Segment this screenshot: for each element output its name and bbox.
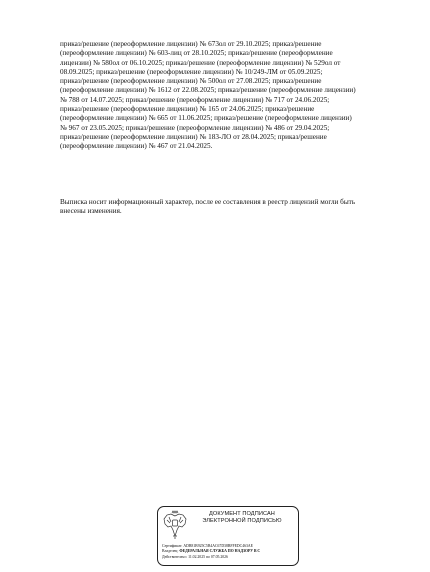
order-line: (переоформление лицензии) № 1612 от 22.08.2025; приказ/решение (переоформление лицензии) [60, 86, 356, 95]
order-list-paragraph [60, 40, 378, 152]
stamp-title-line: ЭЛЕКТРОННОЙ ПОДПИСЬЮ [202, 518, 282, 524]
order-line: лицензии) № 580ол от 06.10.2025; приказ/решение (переоформление лицензии) № 529ол от [60, 58, 341, 67]
coat-of-arms-icon [161, 510, 189, 540]
order-line: (переоформление лицензии) № 603-лиц от 28.10.2025; приказ/решение (переоформление [60, 49, 333, 58]
validity-row: Действителен с 11.02.2025 по 07.05.2026 [162, 554, 228, 559]
order-line: 08.09.2025; приказ/решение (переоформление лицензии) № 10/249-ЛМ от 05.09.2025; [60, 67, 323, 76]
certificate-value: ADB81B925C5B4AC67D38BFFEDC463AE [183, 544, 253, 548]
order-line: № 967 от 23.05.2025; приказ/решение (переоформление лицензии) № 486 от 29.04.2025; [60, 123, 330, 132]
owner-label: Владелец: [162, 549, 179, 554]
owner-value: ФЕДЕРАЛЬНАЯ СЛУЖБА ПО НАДЗОРУ В С [179, 549, 261, 554]
order-line: приказ/решение (переоформление лицензии) № 500ол от 27.08.2025; приказ/решение [60, 77, 322, 86]
order-line: (переоформление лицензии) № 467 от 21.04.2025. [60, 142, 213, 151]
order-line: приказ/решение (переоформление лицензии) № 673ол от 29.10.2025; приказ/решение [60, 40, 322, 48]
order-line: № 788 от 14.07.2025; приказ/решение (переоформление лицензии) № 717 от 24.06.2025; [60, 95, 330, 104]
order-line: приказ/решение (переоформление лицензии) № 183-ЛО от 28.04.2025; приказ/решение [60, 132, 327, 141]
stamp-title [190, 511, 294, 525]
stamp-details [162, 544, 296, 560]
order-line: приказ/решение (переоформление лицензии) № 165 от 24.06.2025; приказ/решение [60, 105, 315, 114]
electronic-signature-stamp [157, 506, 299, 566]
order-line: (переоформление лицензии) № 665 от 11.06.2025; приказ/решение (переоформление лицензии) [60, 114, 352, 123]
note-line: внесены изменения. [60, 207, 122, 216]
certificate-label: Сертификат: [162, 544, 183, 548]
disclaimer-note [60, 198, 378, 217]
note-line: Выписка носит информационный характер, после ее составления в реестр лицензий могли быть [60, 198, 356, 206]
stamp-title-line: ДОКУМЕНТ ПОДПИСАН [209, 511, 275, 517]
